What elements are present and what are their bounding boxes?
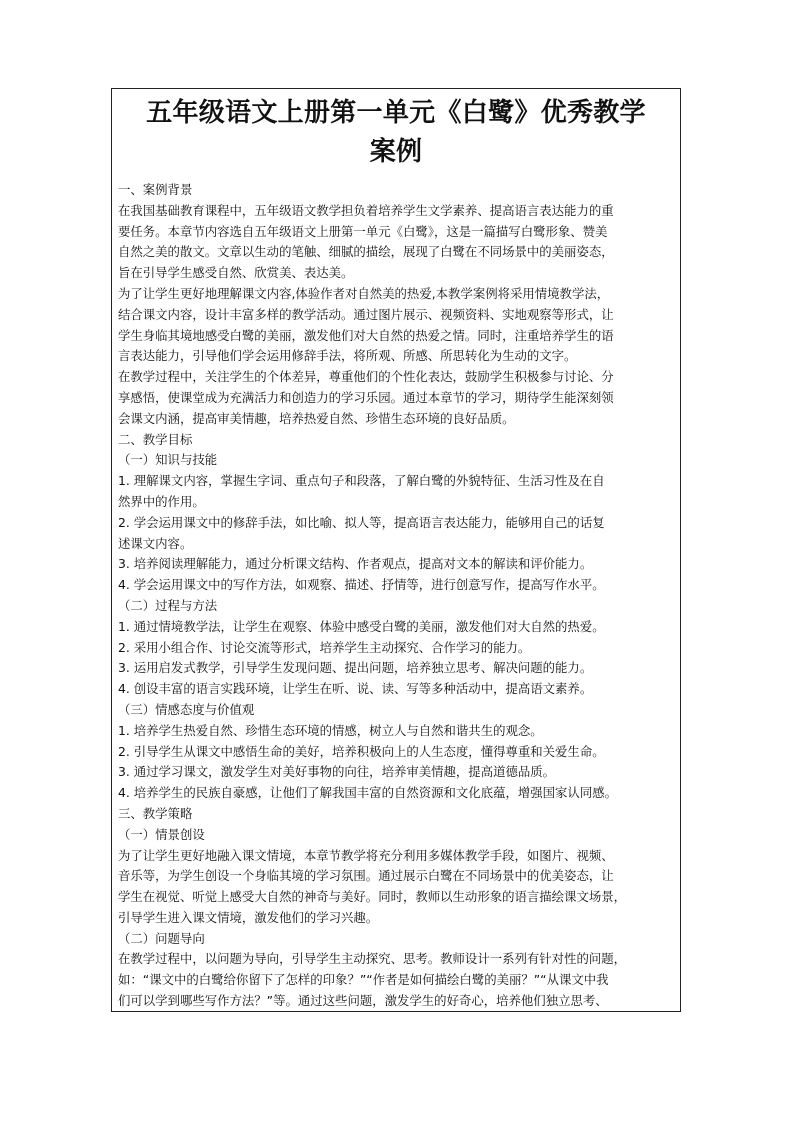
body-line: 自然之美的散文。文章以生动的笔触、细腻的描绘，展现了白鹭在不同场景中的美丽姿态， — [118, 244, 614, 260]
section-heading-goals: 二、教学目标 — [118, 431, 193, 447]
title-line-2: 案例 — [369, 137, 423, 167]
document-title — [116, 94, 676, 172]
body-line: 结合课文内容，设计丰富多样的教学活动。通过图片展示、视频资料、实地观察等形式，让 — [118, 306, 614, 322]
list-item: 4. 培养学生的民族自豪感，让他们了解我国丰富的自然资源和文化底蕴，增强国家认同感。 — [118, 785, 617, 801]
list-item: 3. 运用启发式教学，引导学生发现问题、提出问题，培养独立思考、解决问题的能力。 — [118, 660, 593, 676]
section-heading-strategy: 三、教学策略 — [118, 805, 193, 821]
body-line: 在我国基础教育课程中，五年级语文教学担负着培养学生文学素养、提高语言表达能力的重 — [118, 202, 614, 218]
subsection-heading: （一）知识与技能 — [118, 452, 218, 468]
list-item-continued: 述课文内容。 — [118, 535, 193, 551]
list-item: 2. 采用小组合作、讨论交流等形式，培养学生主动探究、合作学习的能力。 — [118, 639, 531, 655]
body-line: 享感悟，使课堂成为充满活力和创造力的学习乐园。通过本章节的学习，期待学生能深刻领 — [118, 389, 614, 405]
list-item: 1. 培养学生热爱自然、珍惜生态环境的情感，树立人与自然和谐共生的观念。 — [118, 722, 543, 738]
body-line: 会课文内涵，提高审美情趣，培养热爱自然、珍惜生态环境的良好品质。 — [118, 410, 515, 426]
subsection-heading: （三）情感态度与价值观 — [118, 701, 255, 717]
body-line: 要任务。本章节内容选自五年级语文上册第一单元《白鹭》，这是一篇描写白鹭形象、赞美 — [118, 223, 608, 239]
body-line: 为了让学生更好地理解课文内容,体验作者对自然美的热爱,本教学案例将采用情境教学法， — [118, 285, 610, 301]
list-item: 3. 培养阅读理解能力，通过分析课文结构、作者观点，提高对文本的解读和评价能力。 — [118, 556, 593, 572]
body-line: 学生身临其境地感受白鹭的美丽，激发他们对大自然的热爱之情。同时，注重培养学生的语 — [118, 327, 614, 343]
subsection-heading: （二）问题导向 — [118, 930, 205, 946]
body-line: 如：“课文中的白鹭给你留下了怎样的印象？”“作者是如何描绘白鹭的美丽？”“从课文中我 — [118, 972, 609, 988]
section-heading-background: 一、案例背景 — [118, 182, 193, 197]
body-line: 音乐等，为学生创设一个身临其境的学习氛围。通过展示白鹭在不同场景中的优美姿态，让 — [118, 868, 614, 884]
list-item: 2. 引导学生从课文中感悟生命的美好，培养积极向上的人生态度，懂得尊重和关爱生命。 — [118, 743, 605, 759]
title-line-1: 五年级语文上册第一单元《白鹭》优秀教学 — [146, 98, 646, 128]
body-line: 旨在引导学生感受自然、欣赏美、表达美。 — [118, 265, 354, 281]
list-item: 1. 理解课文内容，掌握生字词、重点句子和段落，了解白鹭的外貌特征、生活习性及在自 — [118, 473, 605, 489]
document-table-cell — [111, 88, 681, 1012]
document-body — [112, 174, 680, 1012]
list-item: 2. 学会运用课文中的修辞手法，如比喻、拟人等，提高语言表达能力，能够用自己的话复 — [118, 514, 605, 530]
subsection-heading: （一）情景创设 — [118, 826, 205, 842]
body-line: 学生在视觉、听觉上感受大自然的神奇与美好。同时，教师以生动形象的语言描绘课文场景， — [118, 889, 627, 905]
body-line: 在教学过程中，关注学生的个体差异，尊重他们的个性化表达，鼓励学生积极参与讨论、分 — [118, 369, 614, 385]
list-item: 4. 学会运用课文中的写作方法，如观察、描述、抒情等，进行创意写作，提高写作水平。 — [118, 577, 605, 593]
body-line: 为了让学生更好地融入课文情境，本章节教学将充分利用多媒体教学手段，如图片、视频、 — [118, 847, 614, 863]
subsection-heading: （二）过程与方法 — [118, 597, 218, 613]
body-line: 们可以学到哪些写作方法？”等。通过这些问题，激发学生的好奇心，培养他们独立思考、 — [118, 993, 608, 1009]
body-line: 引导学生进入课文情境，激发他们的学习兴趣。 — [118, 909, 379, 925]
list-item: 3. 通过学习课文，激发学生对美好事物的向往，培养审美情趣，提高道德品质。 — [118, 764, 556, 780]
body-line: 言表达能力，引导他们学会运用修辞手法，将所观、所感、所思转化为生动的文字。 — [118, 348, 577, 364]
body-line: 在教学过程中，以问题为导向，引导学生主动探究、思考。教师设计一系列有针对性的问题， — [118, 951, 627, 967]
list-item: 4. 创设丰富的语言实践环境，让学生在听、说、读、写等多种活动中，提高语文素养。 — [118, 681, 593, 697]
list-item: 1. 通过情境教学法，让学生在观察、体验中感受白鹭的美丽，激发他们对大自然的热爱。 — [118, 618, 605, 634]
list-item-continued: 然界中的作用。 — [118, 493, 205, 509]
